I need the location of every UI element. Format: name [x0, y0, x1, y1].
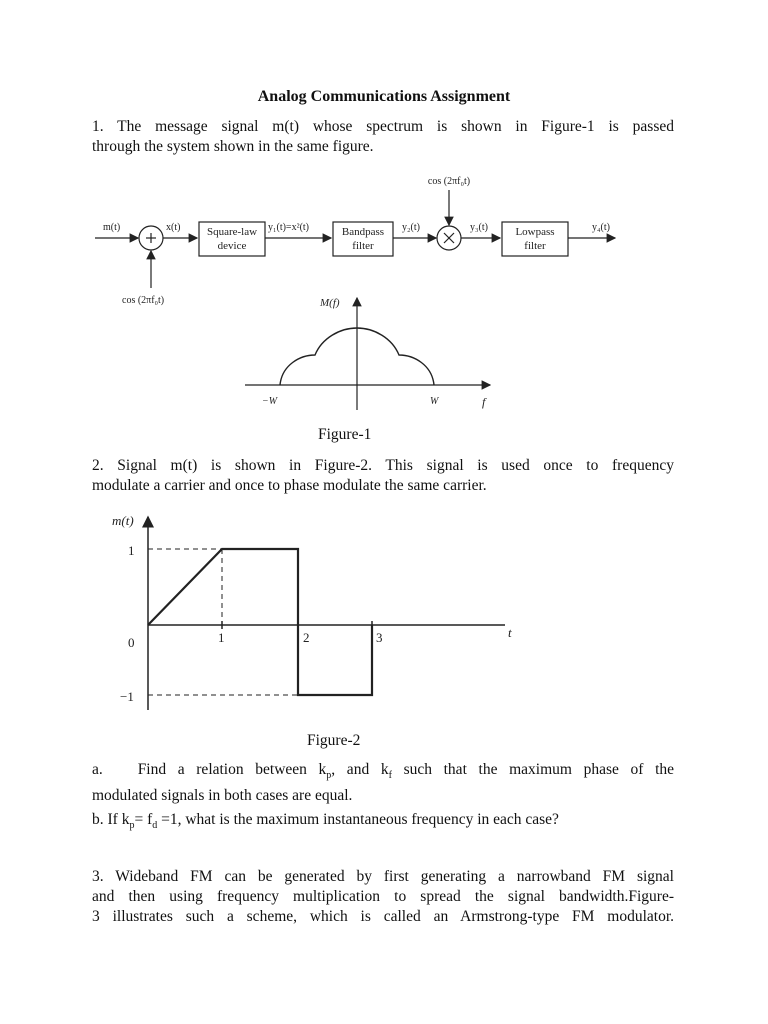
spectrum-label: M(f): [320, 297, 340, 309]
sub-f: f: [388, 770, 392, 782]
question-a-text-3: such that the maximum phase of the: [391, 761, 674, 778]
question-b-line: [92, 810, 674, 836]
y4-t-label: y₄(t): [592, 222, 610, 233]
question-a-text-1: Find a relation between k: [137, 761, 327, 778]
page-title: Analog Communications Assignment: [257, 88, 511, 105]
figure-2-caption: Figure-2: [307, 732, 361, 749]
question-a: [92, 760, 674, 806]
question-a-text-2: , and k: [331, 761, 389, 778]
question-b-text-1: b. If k: [92, 811, 130, 828]
tick-x-2: 2: [303, 630, 310, 645]
pos-w-label: W: [430, 396, 439, 407]
square-law-label-1: Square-law: [206, 226, 258, 238]
y1-t-label: y₁(t)=x²(t): [268, 222, 310, 233]
sub-d: d: [152, 820, 158, 832]
question-3: [92, 867, 674, 927]
y3-t-label: y₃(t): [470, 222, 488, 233]
question-b-text-3: =1, what is the maximum instantaneous frequency in each case?: [157, 811, 559, 828]
cos-top-label: cos (2πf₀t): [427, 176, 471, 187]
tick-y-neg-1: −1: [120, 689, 134, 704]
lowpass-label-1: Lowpass: [515, 226, 555, 238]
figure-1: [0, 160, 768, 430]
question-1-line-2: through the system shown in the same figure.: [92, 138, 374, 155]
bandpass-label-2: filter: [352, 240, 374, 252]
tick-y-0: 0: [128, 635, 135, 650]
tick-y-1: 1: [128, 543, 135, 558]
question-b: [92, 810, 674, 836]
question-3-line-1: 3. Wideband FM can be generated by first generating a narrowband FM signal: [92, 868, 674, 885]
neg-w-label: −W: [262, 396, 278, 407]
question-3-line-3: 3 illustrates such a scheme, which is called an Armstrong-type FM modulator.: [92, 908, 674, 925]
question-a-prefix: a.: [92, 761, 103, 778]
x-t-label: x(t): [166, 222, 181, 233]
question-b-text-2: = f: [134, 811, 153, 828]
t-axis-label: t: [508, 625, 512, 640]
question-1-line-1: 1. The message signal m(t) whose spectrum is shown in Figure-1 is passed: [92, 118, 674, 135]
figure-1-caption: Figure-1: [318, 426, 372, 443]
tick-x-1: 1: [218, 630, 225, 645]
question-2-line-1: 2. Signal m(t) is shown in Figure-2. This signal is used once to frequency: [92, 457, 674, 474]
bandpass-label-1: Bandpass: [341, 226, 385, 238]
question-3-line-2: and then using frequency multiplication to spread the signal bandwidth.Figure-: [92, 888, 674, 905]
question-a-line-1: [92, 760, 674, 786]
question-a-line-2: modulated signals in both cases are equal.: [92, 787, 353, 805]
question-2-line-2: modulate a carrier and once to phase modulate the same carrier.: [92, 477, 487, 494]
question-2: [92, 456, 674, 496]
y2-t-label: y₂(t): [402, 222, 420, 233]
f-axis-label: f: [482, 395, 486, 409]
m-t-label: m(t): [103, 222, 121, 233]
m-t-axis-label: m(t): [112, 513, 134, 528]
question-1: [92, 117, 674, 157]
figure-2: [0, 505, 768, 720]
cos-bottom-label: cos (2πf₀t): [122, 295, 165, 306]
sub-p-b: p: [129, 820, 135, 832]
square-law-label-2: device: [217, 240, 247, 252]
sub-p: p: [326, 770, 332, 782]
tick-x-3: 3: [376, 630, 383, 645]
lowpass-label-2: filter: [524, 240, 546, 252]
